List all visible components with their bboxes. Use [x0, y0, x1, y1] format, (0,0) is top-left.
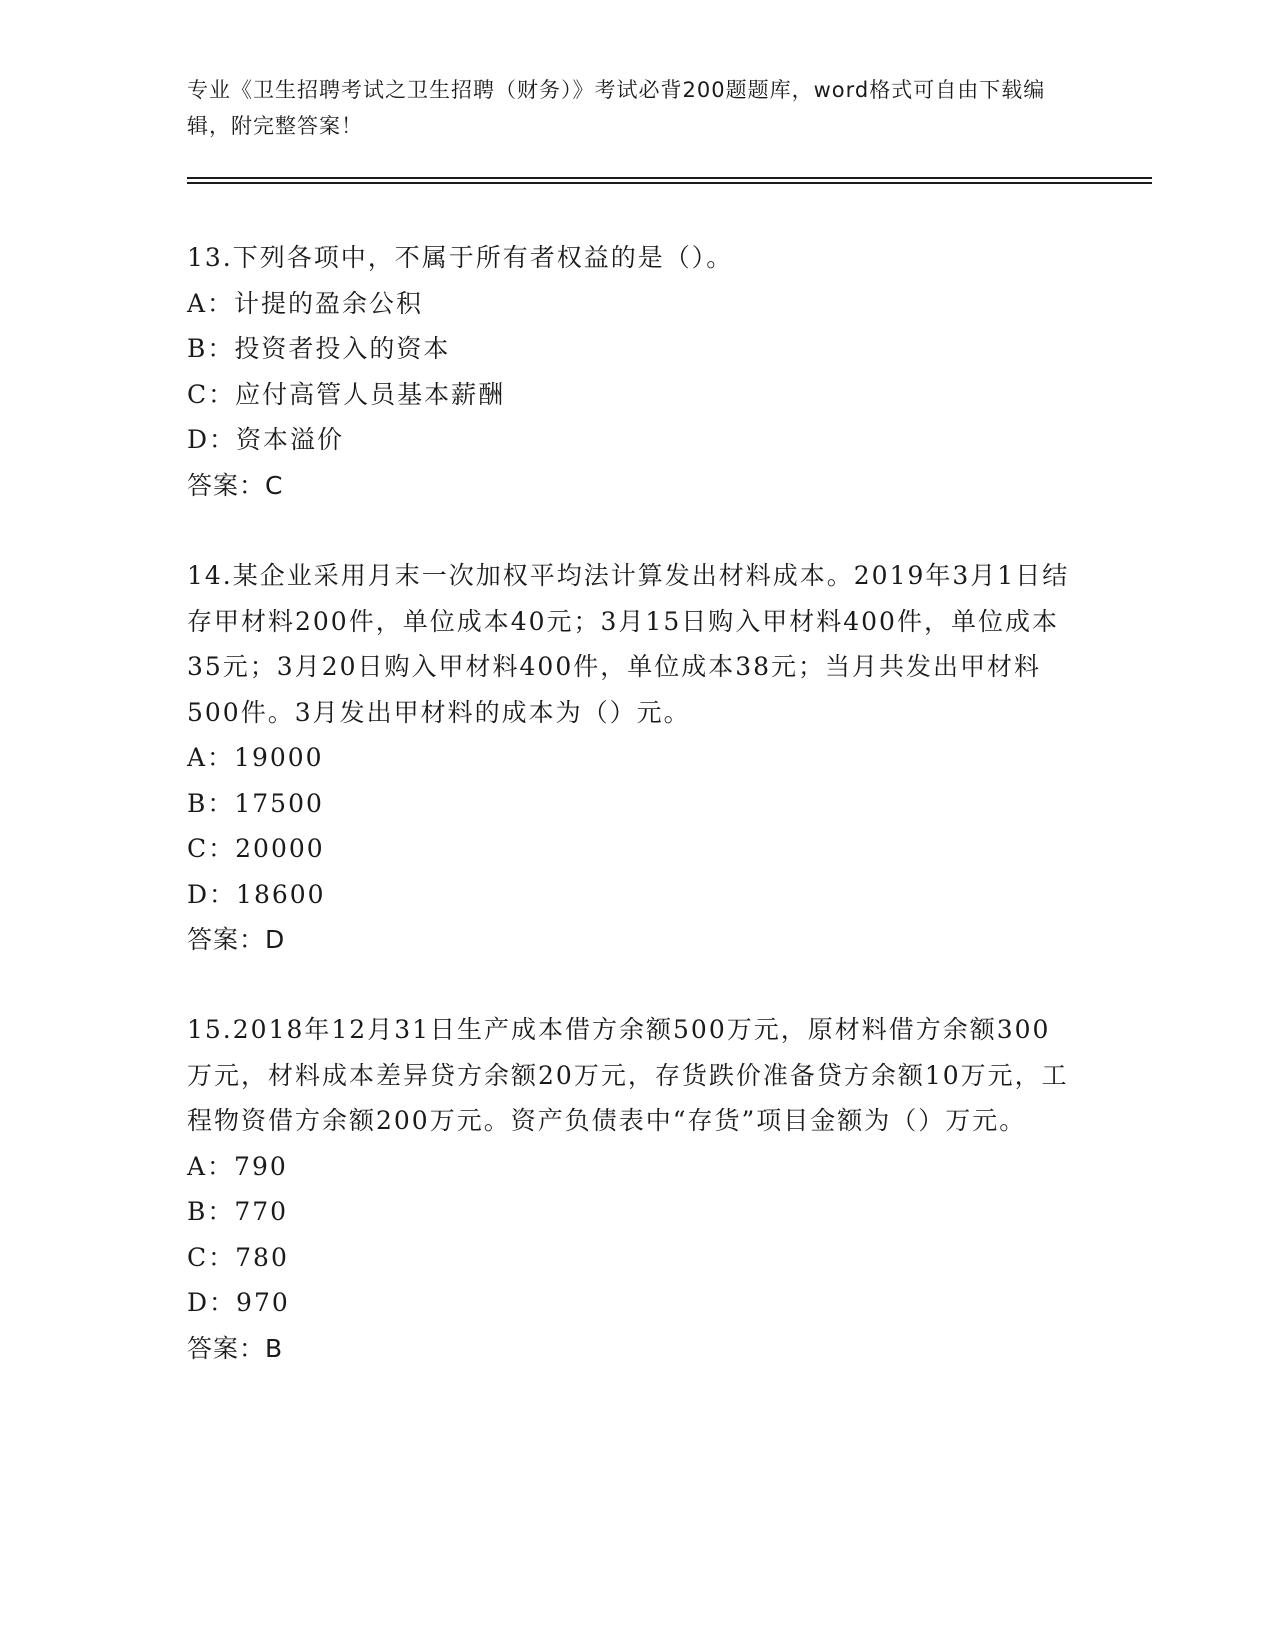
option-a: A：790	[187, 1151, 288, 1181]
option-c: C：780	[187, 1242, 289, 1272]
option-a: A：计提的盈余公积	[187, 288, 424, 318]
option-d: D：18600	[187, 879, 326, 909]
option-b: B：投资者投入的资本	[187, 334, 451, 363]
option-d: D：970	[187, 1288, 290, 1317]
answer-line: 答案：D	[187, 925, 286, 954]
question-stem: 15.2018年12月31日生产成本借方余额500万元，原材料借方余额300万元，材料成本差异贷方余额20万元，存货跌价准备贷方余额10万元，工程物资借方余额200万元。资产负债表中“存货”项目金额为（）万元。	[187, 1015, 1069, 1135]
option-a: A：19000	[187, 743, 324, 772]
option-c: C：20000	[187, 834, 325, 863]
question-14	[187, 553, 1077, 963]
header-divider-bottom	[187, 182, 1152, 184]
document-header: 专业《卫生招聘考试之卫生招聘（财务）》考试必背200题题库，word格式可自由下载编辑，附完整答案！	[187, 78, 1046, 138]
header-divider-top	[187, 177, 1152, 179]
option-d: D：资本溢价	[187, 425, 345, 454]
question-13	[187, 235, 1077, 508]
question-stem: 13.下列各项中，不属于所有者权益的是（）。	[187, 243, 734, 272]
question-15	[187, 1007, 1077, 1371]
option-c: C：应付高管人员基本薪酬	[187, 379, 506, 409]
answer-line: 答案：B	[187, 1333, 284, 1363]
option-b: B：17500	[187, 788, 324, 818]
question-stem: 14.某企业采用月末一次加权平均法计算发出材料成本。2019年3月1日结存甲材料200件，单位成本40元；3月15日购入甲材料400件，单位成本35元；3月20日购入甲材料400件，单位成本38元；当月共发出甲材料500件。3月发出甲材料的成本为（）元。	[187, 561, 1070, 727]
option-b: B：770	[187, 1197, 289, 1226]
answer-line: 答案：C	[187, 470, 284, 500]
